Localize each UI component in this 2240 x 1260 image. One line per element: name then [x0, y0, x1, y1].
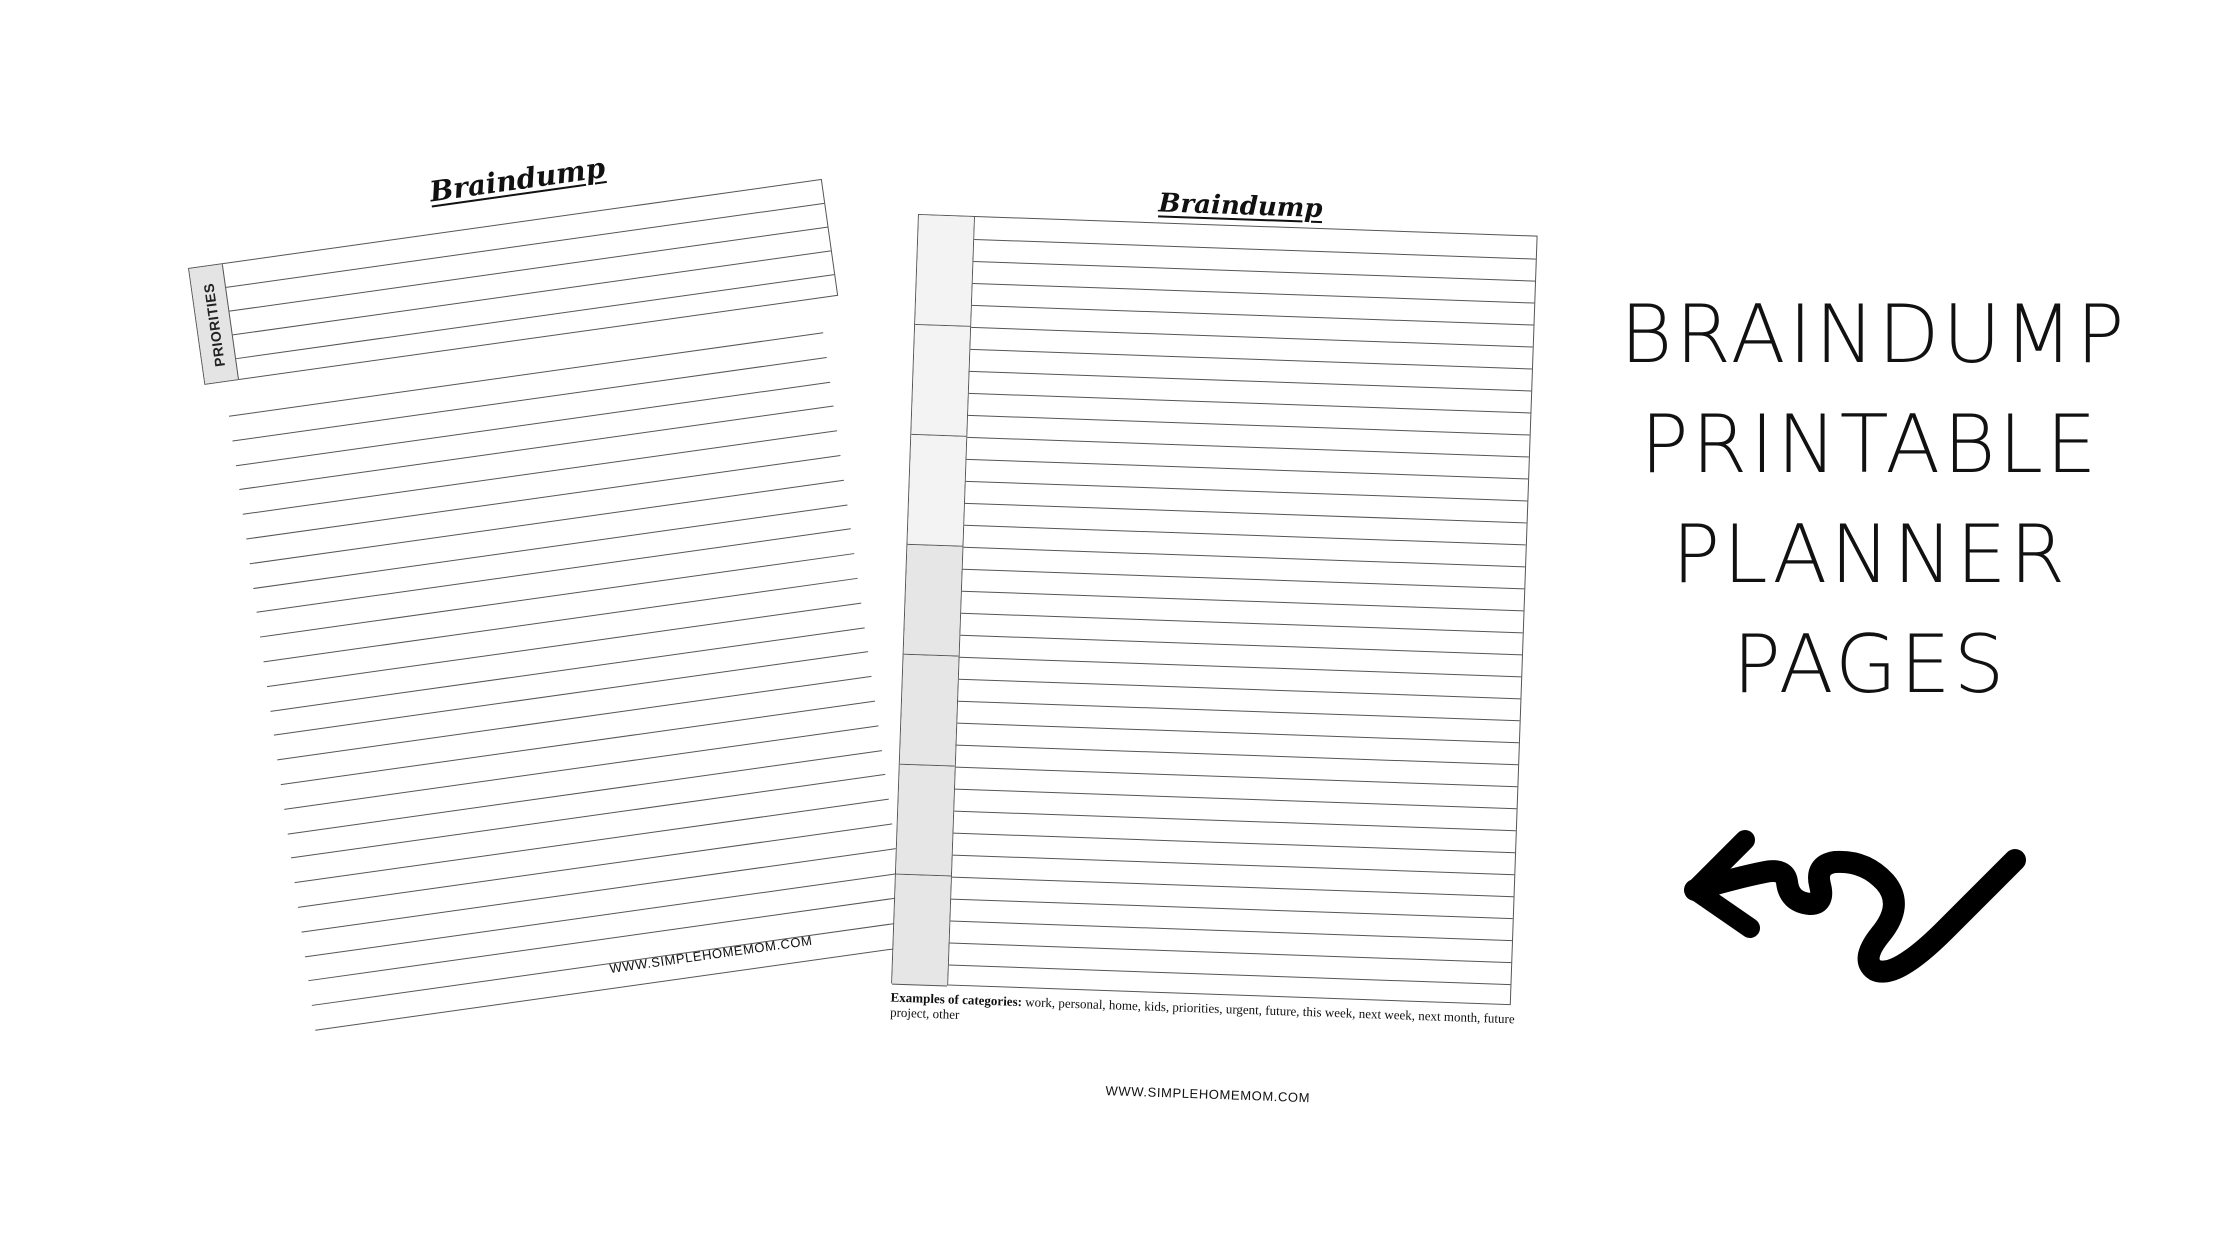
note-line: [972, 305, 1534, 326]
category-cell: [892, 875, 951, 987]
note-line: [308, 897, 902, 981]
note-line: [270, 627, 864, 711]
note-line: [301, 848, 895, 932]
note-line: [956, 745, 1518, 766]
headline: [1620, 280, 2128, 720]
note-line: [281, 701, 875, 785]
category-cell: [900, 655, 959, 767]
headline-line: PLANNER: [1671, 508, 2069, 601]
examples-text: work, personal, home, kids, priorities, urgent, future, this week, next week, next month, future project, other: [889, 994, 1515, 1027]
category-cell: [907, 435, 966, 547]
note-line: [957, 723, 1519, 744]
note-line: [963, 569, 1525, 590]
priority-line: [226, 203, 824, 288]
planner-page-priorities: [188, 151, 916, 977]
note-line: [263, 578, 857, 662]
note-line: [950, 921, 1512, 942]
note-line: [953, 833, 1515, 854]
priorities-box: [188, 179, 838, 385]
note-line: [277, 676, 871, 760]
priorities-label: PRIORITIES: [200, 282, 228, 368]
note-line: [971, 327, 1533, 348]
note-line: [243, 430, 837, 514]
note-line: [970, 349, 1532, 370]
note-line: [966, 459, 1528, 480]
note-line: [236, 381, 830, 465]
note-line: [246, 455, 840, 539]
category-cell: [904, 545, 963, 657]
headline-line: PRINTABLE: [1640, 398, 2100, 491]
note-line: [950, 943, 1512, 964]
page-title: Braindump: [427, 151, 608, 209]
note-line: [959, 679, 1521, 700]
footer-url: WWW.SIMPLEHOMEMOM.COM: [1105, 1083, 1311, 1106]
priority-line: [236, 274, 834, 359]
note-line: [970, 371, 1532, 392]
squiggle-arrow-left-icon: [1665, 820, 2065, 1020]
note-line: [974, 239, 1536, 260]
note-line: [962, 591, 1524, 612]
note-line: [949, 965, 1511, 986]
priority-line: [229, 227, 827, 312]
category-cell: [911, 325, 970, 437]
note-line: [953, 855, 1515, 876]
category-column: [892, 215, 975, 984]
note-line: [960, 657, 1522, 678]
note-line: [253, 504, 847, 588]
note-line: [274, 651, 868, 735]
planner-page-categories: [889, 188, 1537, 1106]
note-line: [284, 725, 878, 809]
note-line: [315, 946, 909, 1030]
note-line: [951, 899, 1513, 920]
note-line: [968, 415, 1530, 436]
note-line: [964, 525, 1526, 546]
page-title: Braindump: [1157, 188, 1324, 225]
note-line: [267, 602, 861, 686]
note-line: [232, 357, 826, 441]
note-line: [260, 553, 854, 637]
priorities-tab: [189, 264, 239, 384]
note-line: [954, 811, 1516, 832]
note-line: [963, 547, 1525, 568]
note-line: [973, 283, 1535, 304]
category-table: [891, 214, 1537, 1005]
category-cell: [915, 215, 974, 327]
note-line: [961, 613, 1523, 634]
note-line: [239, 406, 833, 490]
footer-url: WWW.SIMPLEHOMEMOM.COM: [608, 932, 814, 977]
note-line: [257, 529, 851, 613]
note-line: [298, 823, 892, 907]
note-line: [952, 877, 1514, 898]
note-line: [955, 789, 1517, 810]
headline-line: PAGES: [1732, 618, 2008, 711]
note-line: [295, 799, 889, 883]
note-line: [966, 481, 1528, 502]
examples-label: Examples of categories:: [890, 989, 1023, 1010]
note-line: [969, 393, 1531, 414]
headline-line: BRAINDUMP: [1620, 288, 2128, 381]
note-line: [965, 503, 1527, 524]
note-line: [967, 437, 1529, 458]
note-line: [291, 774, 885, 858]
note-line: [960, 635, 1522, 656]
priority-line: [233, 250, 831, 335]
note-line: [288, 750, 882, 834]
category-cell: [896, 765, 955, 877]
note-line: [973, 261, 1535, 282]
note-line: [250, 480, 844, 564]
note-line: [956, 767, 1518, 788]
note-line: [958, 701, 1520, 722]
